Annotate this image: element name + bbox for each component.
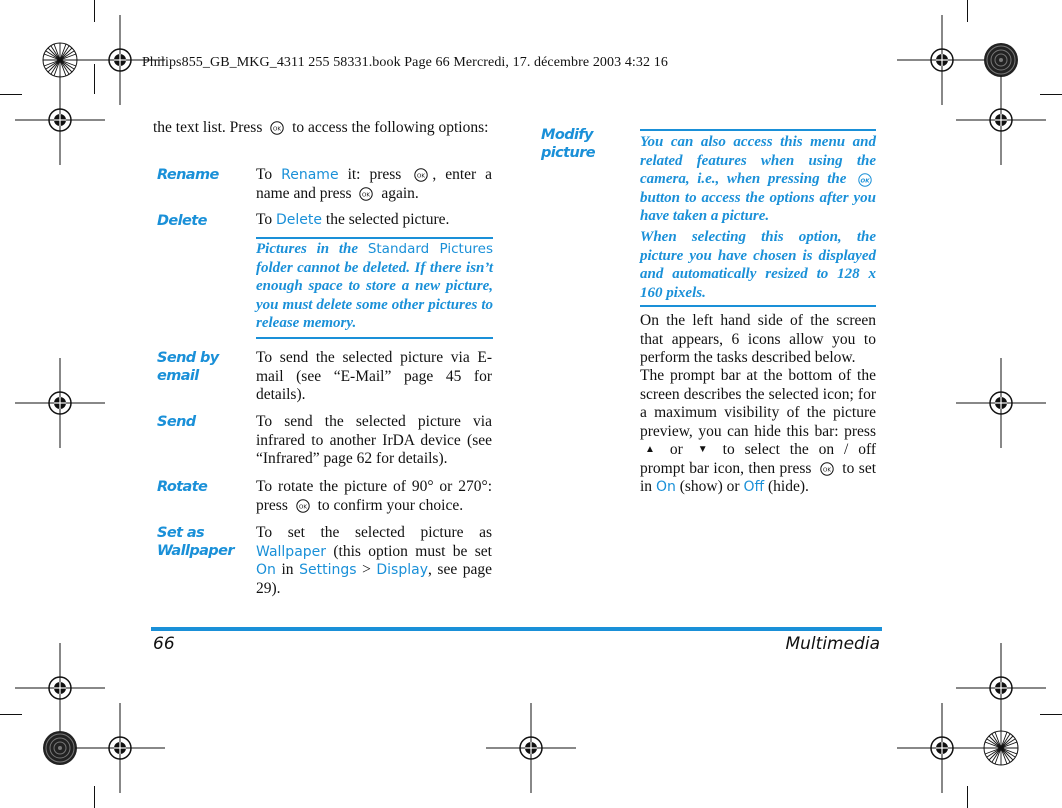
desc-rename: To Rename it: press OK , enter a name and press OK again. [256,166,493,202]
svg-text:OK: OK [822,467,831,474]
down-arrow-icon: ▼ [697,444,708,456]
desc-delete: To Delete the selected picture. [256,211,450,228]
right-paragraph-2: The prompt bar at the bottom of the screen describes the selected icon; for a maximum visibility of the picture preview, you can hide this bar: press ▲ or ▼ to select the on / off prompt bar icon, then press OK to set in On (show) or Off (hide). [640,367,877,496]
svg-text:OK: OK [417,173,426,180]
right-note-rule-top [640,129,876,131]
desc-set-as-wallpaper: To set the selected picture as Wallpaper (this option must be set On in Settings > Display, see page 29). [256,524,493,597]
ok-key-icon [355,187,377,201]
note-rule-top [256,237,493,239]
kw-standard-pictures: Standard Pictures [367,241,493,257]
kw-display: Display [376,562,428,578]
desc-send: To send the selected picture via infrared to another IrDA device (see “Infrared” page 62 for details). [256,413,492,467]
kw-settings: Settings [299,562,357,578]
intro-text-after: to access the following options: [292,119,489,136]
ok-key-icon [816,462,838,476]
term-rename: Rename [157,167,219,183]
note-rule-bottom [256,337,493,339]
right-paragraph-1: On the left hand side of the screen that appears, 6 icons allow you to perform the tasks described below. [640,312,876,366]
term-delete: Delete [157,213,207,229]
ok-key-icon [410,168,432,182]
desc-send-by-email: To send the selected picture via E-mail (see “E-Mail” page 45 for details). [256,349,492,403]
term-send: Send [157,414,196,430]
delete-note: Pictures in the Standard Pictures folder cannot be deleted. If there isn’t enough space to store a new picture, you must delete some other pictures to release memory. [256,241,493,331]
svg-text:OK: OK [298,504,307,511]
term-rotate: Rotate [157,479,208,495]
ok-key-icon [266,121,288,135]
svg-text:OK: OK [273,126,282,133]
term-set-as-wallpaper: Set as Wallpaper [157,525,234,559]
kw-off-hide: Off [743,479,765,496]
resize-note: When selecting this option, the picture you have chosen is displayed and automatically resized to 128 x 160 pixels. [640,229,876,301]
section-title: Multimedia [785,634,880,654]
ok-key-icon [292,499,314,513]
intro-paragraph [153,119,495,138]
kw-delete: Delete [276,212,323,228]
svg-text:OK: OK [860,177,870,184]
desc-rotate: To rotate the picture of 90° or 270°: press OK to confirm your choice. [256,478,492,514]
term-modify-picture: Modify picture [541,127,595,161]
right-note-rule-bottom [640,305,876,307]
ok-key-icon [854,173,876,187]
svg-text:OK: OK [362,192,371,199]
intro-text-before: the text list. Press [153,119,263,136]
page-number: 66 [153,634,175,654]
footer-rule [151,627,882,631]
kw-on-show: On [655,479,676,496]
kw-rename: Rename [281,167,339,183]
kw-on: On [256,562,276,578]
term-send-by-email: Send by email [157,350,219,384]
print-header: Philips855_GB_MKG_4311 255 58331.book Page 66 Mercredi, 17. décembre 2003 4:32 16 [142,55,668,70]
camera-note: You can also access this menu and related features when using the camera, i.e., when pressing the OK button to access the options after you have taken a picture. [640,134,876,224]
kw-wallpaper: Wallpaper [256,543,327,560]
up-arrow-icon: ▲ [645,444,655,456]
